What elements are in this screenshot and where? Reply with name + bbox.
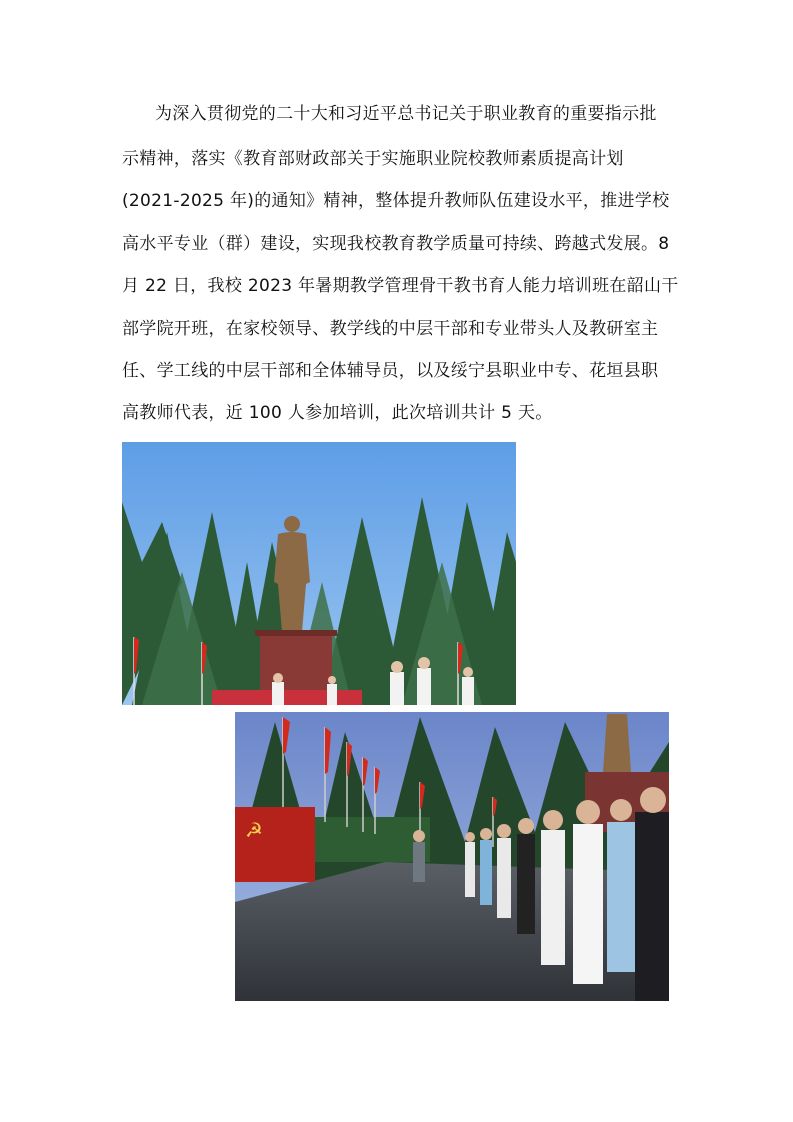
svg-text:☭: ☭ bbox=[245, 818, 263, 842]
paragraph-line-8: 高教师代表，近 100 人参加培训，此次培训共计 5 天。 bbox=[122, 403, 553, 423]
paragraph-line-7: 任、学工线的中层干部和全体辅导员，以及绥宁县职业中专、花垣县职 bbox=[122, 361, 659, 381]
paragraph-line-3: (2021-2025 年)的通知》精神，整体提升教师队伍建设水平，推进学校 bbox=[122, 191, 670, 211]
paragraph-line-5: 月 22 日，我校 2023 年暑期教学管理骨干教书育人能力培训班在韶山干 bbox=[122, 276, 679, 296]
paragraph-line-1: 为深入贯彻党的二十大和习近平总书记关于职业教育的重要指示批 bbox=[155, 104, 657, 124]
statue-photo bbox=[122, 442, 516, 705]
paragraph-line-4: 高水平专业（群）建设，实现我校教育教学质量可持续、跨越式发展。8 bbox=[122, 234, 670, 254]
paragraph-line-2: 示精神，落实《教育部财政部关于实施职业院校教师素质提高计划 bbox=[122, 149, 624, 169]
paragraph-line-6: 部学院开班，在家校领导、教学线的中层干部和专业带头人及教研室主 bbox=[122, 319, 659, 339]
ceremony-photo bbox=[235, 712, 669, 1001]
